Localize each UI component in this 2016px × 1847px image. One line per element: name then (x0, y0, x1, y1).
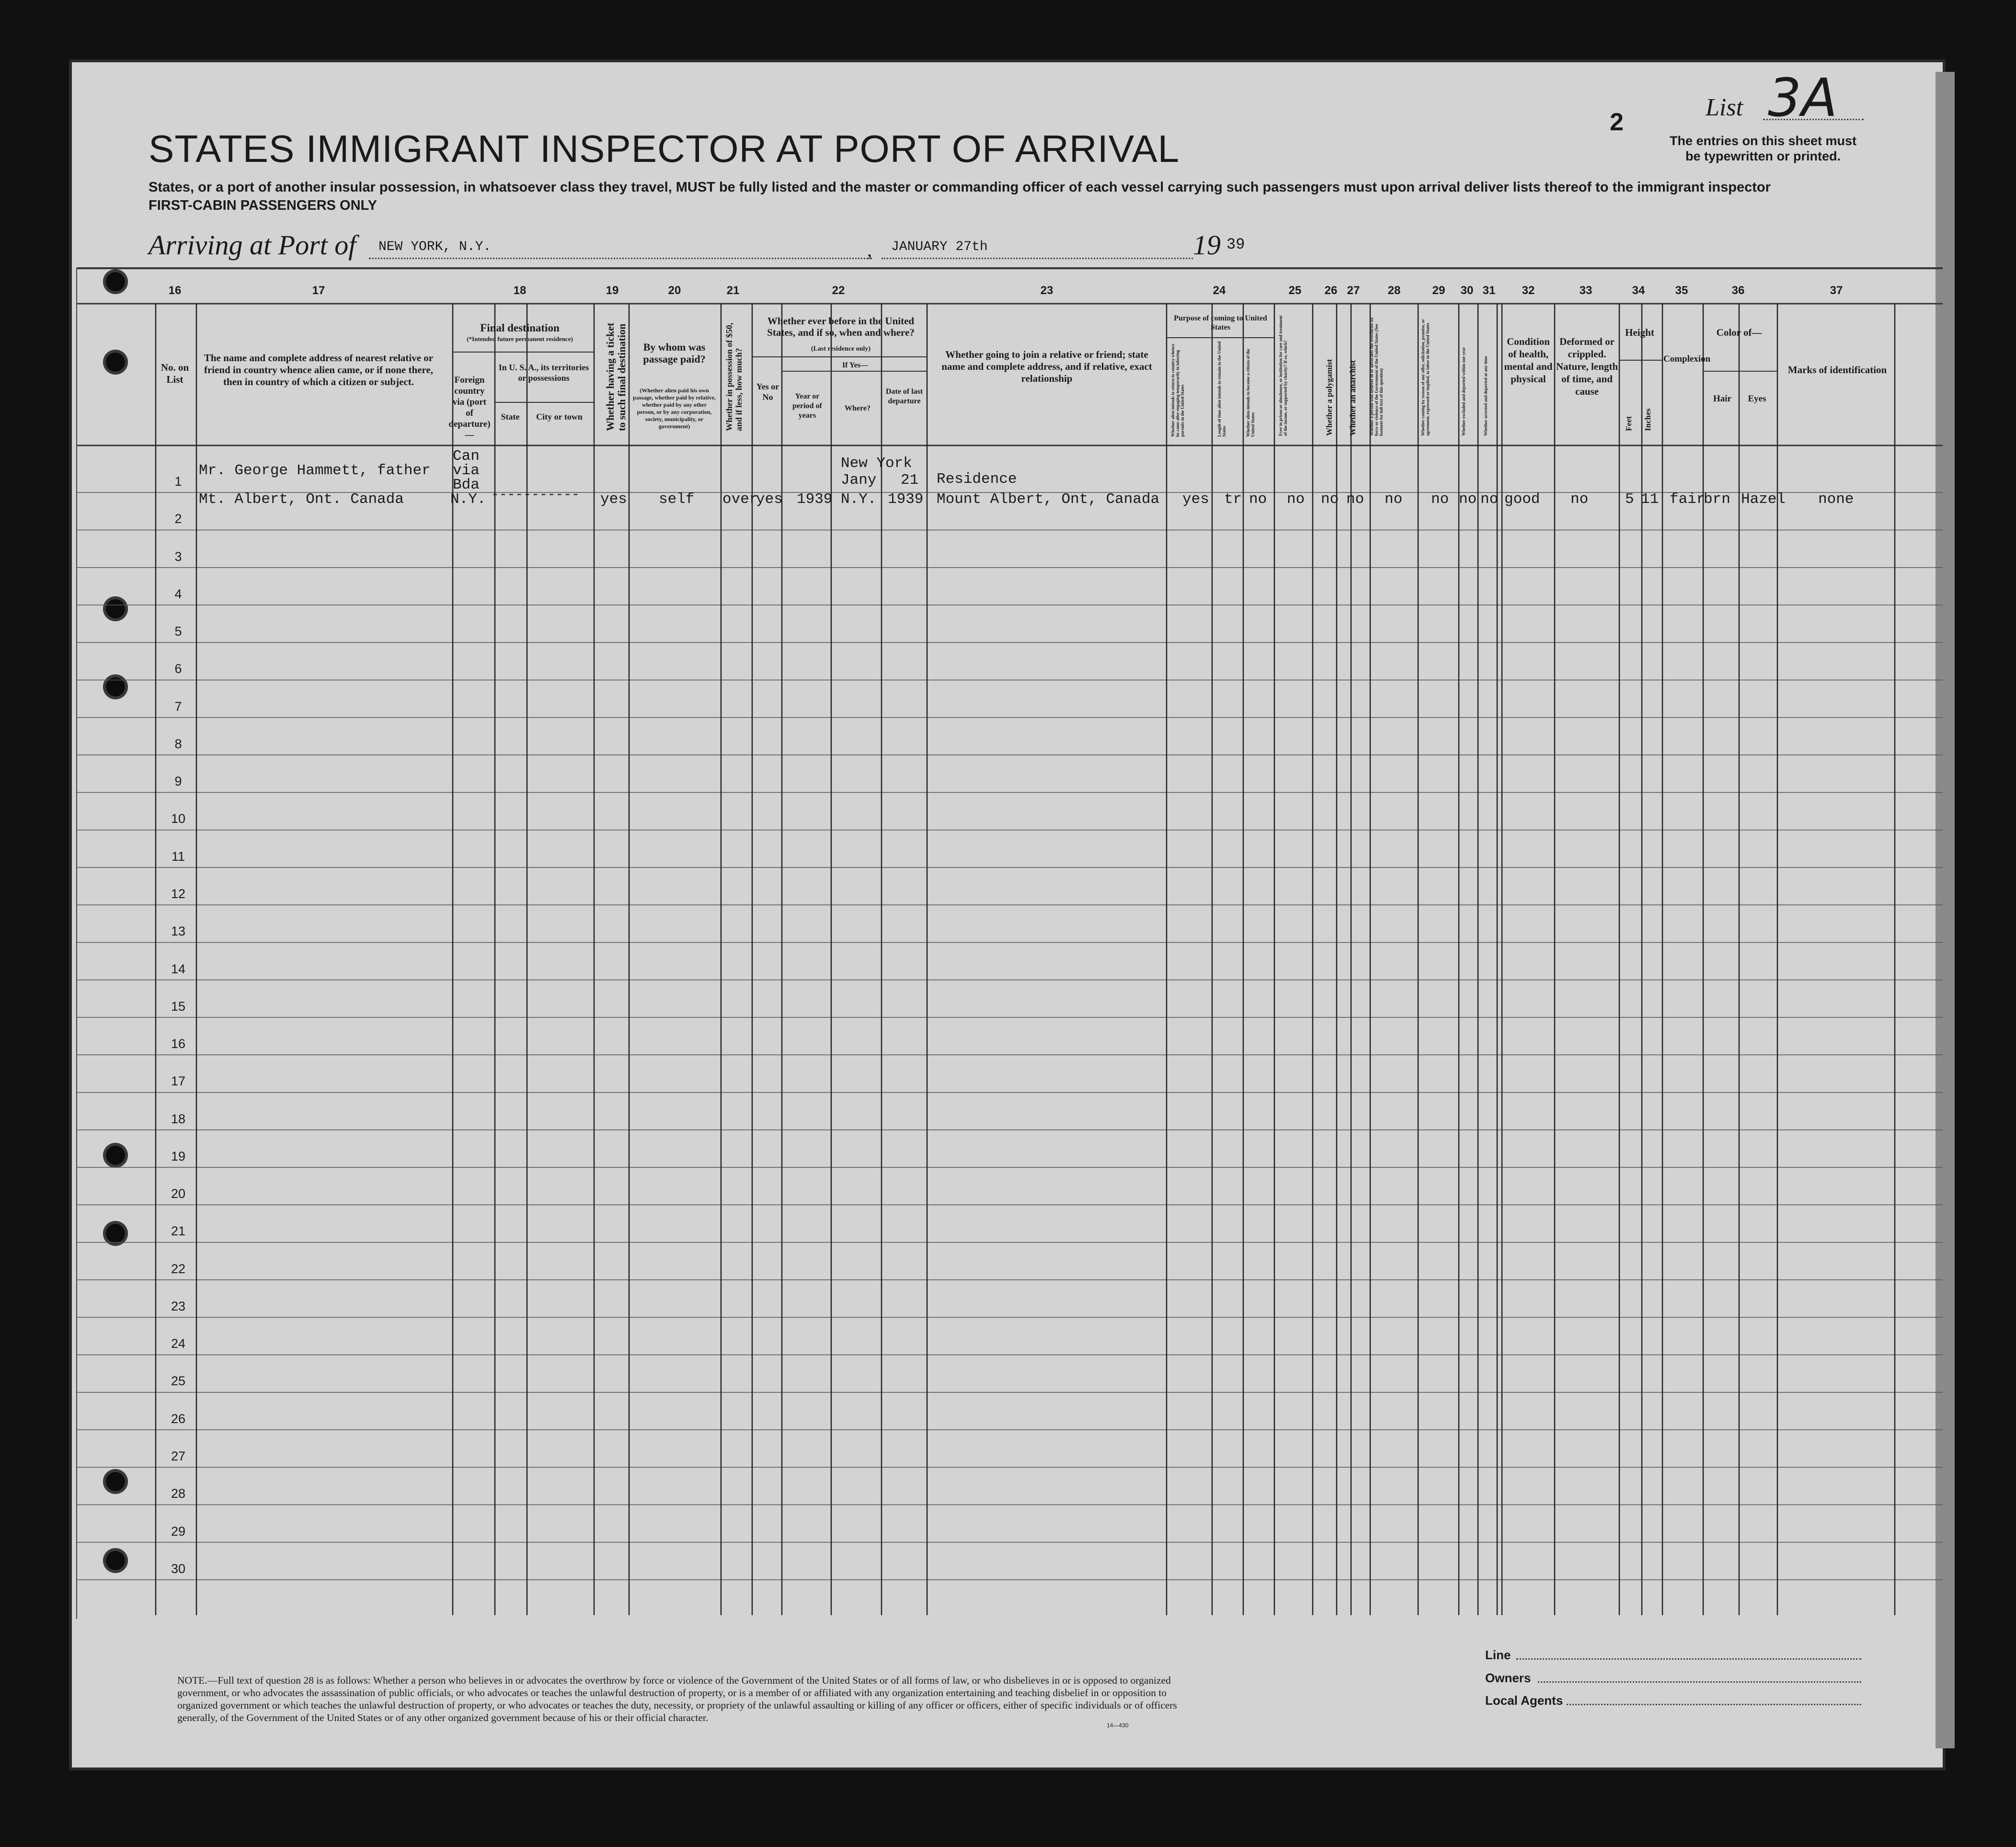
line-label: Line (1485, 1648, 1511, 1662)
foreign-country-4: N.Y. (450, 491, 486, 508)
before-year-value: 1939 (797, 491, 833, 508)
date-value: JANUARY 27th (891, 239, 988, 254)
row-number: 14 (171, 961, 186, 976)
hdr-eyes: Eyes (1748, 394, 1766, 404)
deformed-value: no (1570, 491, 1589, 508)
colnum-24: 24 (1213, 284, 1226, 297)
row-number: 6 (174, 661, 182, 676)
q31-value: no (1480, 491, 1499, 508)
purpose-b-value: tr (1224, 491, 1242, 508)
footnote-q28: NOTE.—Full text of question 28 is as follows: Whether a person who believes in or advocates the overthrow by force or violence of the Government of the United States or of all forms of law, or who disbelieves in or is opposed to organized government, or who advocates the assassination of public officials, or who advocates or teaches the unlawful destruction of property, or is a member of or affiliated with any organization entertaining and teaching disbelief in or opposition to organized government or which teaches the unlawful destruction of property, or who advocates or teaches the duty, necessity, or propriety of the unlawful assaulting or killing of any officer or officers, either of specific individuals or of officers generally, of the Government of the United States or of any other organized government because of his or their official character. (177, 1675, 1177, 1723)
hdr-ticket: Whether having a ticket to such final destination (604, 322, 628, 431)
hdr-q30: Whether excluded and deported within one year (1461, 347, 1466, 436)
owners-label: Owners (1485, 1671, 1531, 1685)
row-number: 5 (174, 624, 182, 639)
colnum-37: 37 (1830, 284, 1843, 297)
intro-text: States, or a port of another insular possession, in whatsoever class they travel, MUST be fully listed and the master or commanding officer of each vessel carrying such passengers must upon arrival deliver lists thereof to the immigrant inspector (149, 180, 1771, 195)
hdr-inches: Inches (1643, 408, 1652, 431)
row-number: 9 (174, 774, 182, 789)
colnum-17: 17 (312, 284, 325, 297)
hdr-where: Where? (845, 404, 871, 412)
foreign-country-2: via (453, 462, 480, 479)
passage-value: self (659, 491, 695, 508)
row-number: 30 (171, 1561, 186, 1576)
hdr-no-on-list: No. on List (160, 362, 189, 385)
inches-value: 11 (1641, 491, 1659, 508)
hdr-joining: Whether going to join a relative or friend; state name and complete address, and if relative, exact relationship (941, 349, 1152, 384)
hdr-year-period: Year or period of years (792, 392, 822, 420)
colnum-25: 25 (1288, 284, 1302, 297)
colnum-21: 21 (726, 284, 740, 297)
page-mark: 2 (1610, 108, 1624, 136)
hdr-final-destination-note: (*Intended future permanent residence) (467, 335, 573, 342)
owners-field (1538, 1681, 1861, 1683)
hdr-q28: Whether a person who believes in or advocates the overthrow by force or violence of the Government of the United States (See footnote for full text of this question) (1369, 317, 1384, 436)
port-value: NEW YORK, N.Y. (378, 239, 492, 254)
colnum-20: 20 (668, 284, 681, 297)
hdr-final-destination: Final destination (480, 322, 560, 334)
row-number: 18 (171, 1111, 186, 1126)
row-number: 16 (171, 1037, 186, 1051)
colnum-18: 18 (513, 284, 527, 297)
hdr-q31: Whether arrested and deported at any time (1483, 356, 1488, 436)
row-number: 3 (174, 549, 182, 564)
before-yes-value: yes (756, 491, 783, 508)
page-title: STATES IMMIGRANT INSPECTOR AT PORT OF ARRIVAL (149, 127, 1180, 170)
colnum-27: 27 (1347, 284, 1360, 297)
eyes-value: Hazel (1741, 491, 1786, 508)
colnum-30: 30 (1460, 284, 1474, 297)
hdr-purpose-c: Whether alien intends to become a citizen of the United States (1246, 349, 1255, 437)
hdr-passage-note: (Whether alien paid his own passage, whether paid by relative, whether paid by any other person, or by any corporation, society, municipality, or government) (633, 387, 716, 430)
hdr-yes-no: Yes or No (756, 382, 779, 402)
join-line-2: Mount Albert, Ont, Canada (937, 491, 1160, 508)
row-number: 10 (171, 811, 186, 826)
colnum-34: 34 (1632, 284, 1645, 297)
colnum-35: 35 (1675, 284, 1688, 297)
row-number: 12 (171, 886, 186, 901)
prison-value: no (1287, 491, 1305, 508)
hdr-date-departure: Date of last departure (885, 388, 923, 405)
hdr-polygamist: Whether a polygamist (1325, 359, 1334, 436)
relative-address: Mt. Albert, Ont. Canada (199, 491, 404, 508)
row-number: 7 (174, 699, 182, 714)
usa-dashes: ----------- (491, 488, 580, 502)
hdr-in-usa: In U. S. A., its territories or possessions (498, 363, 589, 383)
purpose-a-value: yes (1182, 491, 1209, 508)
year-suffix: 39 (1226, 236, 1245, 253)
row-number: 22 (171, 1261, 186, 1276)
colnum-19: 19 (606, 284, 619, 297)
arriving-label: Arriving at Port of (149, 229, 356, 261)
hdr-height: Height (1625, 327, 1654, 338)
row-number: 11 (171, 849, 185, 864)
row-number: 29 (171, 1524, 186, 1539)
hdr-passage-paid: By whom was passage paid? (643, 341, 706, 365)
relative-name: Mr. George Hammett, father (199, 462, 431, 479)
row-number: 19 (171, 1149, 186, 1163)
hdr-hair: Hair (1713, 394, 1731, 404)
colnum-22: 22 (832, 284, 845, 297)
colnum-32: 32 (1522, 284, 1535, 297)
where-2: Jany (841, 472, 877, 489)
row-number: 26 (171, 1411, 186, 1426)
row-number: 21 (171, 1224, 186, 1239)
hdr-money: Whether in possession of $50, and if less, how much? (724, 322, 744, 431)
row-number: 1 (174, 474, 182, 489)
q30-value: no (1459, 491, 1477, 508)
colnum-31: 31 (1482, 284, 1496, 297)
class-line: FIRST-CABIN PASSENGERS ONLY (149, 198, 377, 213)
hdr-prison: Ever in prison or almshouse, or institution for care and treatment of the insane, or supported by charity? If so, which? (1278, 315, 1288, 436)
hdr-before-in-us: Whether ever before in the United States, and if so, when and where? (767, 315, 915, 338)
list-label: List (1706, 94, 1743, 121)
hdr-state: State (501, 412, 520, 422)
where-3: N.Y. (841, 491, 877, 508)
hdr-q29: Whether coming by reason of any offer, solicitation, promise, or agreement, expressed or implied, to labor in the United States (1420, 319, 1430, 436)
row-number: 20 (171, 1186, 186, 1201)
colnum-16: 16 (168, 284, 182, 297)
row-number: 15 (171, 999, 186, 1014)
hair-value: brn (1704, 491, 1730, 508)
hdr-city: City or town (536, 412, 583, 422)
join-line-1: Residence (937, 471, 1017, 488)
form-code: 14—430 (1107, 1722, 1129, 1729)
row-number: 25 (171, 1374, 186, 1389)
hdr-purpose-b: Length of time alien intends to remain in the United States (1217, 341, 1226, 437)
row-number: 13 (171, 924, 186, 939)
date-1: 21 (901, 472, 919, 489)
hdr-complexion: Complexion (1663, 354, 1711, 364)
where-1: New York (841, 455, 912, 472)
row-number: 2 (174, 512, 182, 526)
date-2: 1939 (888, 491, 924, 508)
row-number: 27 (171, 1449, 186, 1463)
colnum-26: 26 (1324, 284, 1338, 297)
agents-field (1567, 1704, 1861, 1705)
colnum-36: 36 (1731, 284, 1745, 297)
money-value: over (722, 491, 758, 508)
hdr-if-yes: If Yes— (842, 361, 869, 369)
line-field (1516, 1658, 1861, 1660)
colnum-33: 33 (1579, 284, 1592, 297)
row-number: 17 (171, 1074, 186, 1089)
hdr-before-note: (Last residence only) (811, 345, 871, 353)
colnum-29: 29 (1432, 284, 1445, 297)
typewritten-note: The entries on this sheet must be typewritten or printed. (1669, 134, 1857, 163)
row-number: 24 (171, 1336, 186, 1351)
polygamist-value: no (1321, 491, 1339, 508)
foreign-country-1: Can (453, 448, 480, 465)
colnum-28: 28 (1387, 284, 1401, 297)
hdr-anarchist: Whether an anarchist (1348, 360, 1357, 436)
marks-value: none (1818, 491, 1854, 508)
q28-value: no (1385, 491, 1403, 508)
hdr-marks: Marks of identification (1787, 364, 1887, 376)
hdr-color-of: Color of— (1716, 327, 1762, 338)
hdr-nearest-relative: The name and complete address of nearest relative or friend in country whence alien came, or if none there, then in country of which a citizen or subject. (204, 352, 434, 388)
complexion-value: fair (1670, 491, 1706, 508)
year-prefix: 19 (1193, 229, 1221, 261)
foreign-country-3: Bda (453, 477, 480, 493)
health-value: good (1504, 491, 1540, 508)
agents-label: Local Agents (1485, 1693, 1563, 1708)
purpose-c-value: no (1249, 491, 1267, 508)
hdr-purpose: Purpose of coming to United States (1174, 314, 1267, 331)
row-number: 28 (171, 1486, 186, 1501)
row-number: 4 (174, 586, 182, 601)
anarchist-value: no (1346, 491, 1364, 508)
row-number: 23 (171, 1299, 186, 1313)
hdr-foreign-country: Foreign country via (port of departure)— (448, 375, 491, 440)
hdr-health: Condition of health, mental and physical (1504, 336, 1553, 385)
hdr-deformed: Deformed or crippled. Nature, length of time, and cause (1556, 336, 1618, 397)
feet-value: 5 (1625, 491, 1634, 508)
ticket-value: yes (600, 491, 627, 508)
q29-value: no (1431, 491, 1449, 508)
hdr-feet: Feet (1624, 416, 1633, 431)
colnum-23: 23 (1040, 284, 1054, 297)
hdr-purpose-a: Whether alien intends to return to country whence he came after engaging temporarily in laboring pursuits in the United States (1170, 343, 1185, 437)
row-number: 8 (174, 736, 182, 751)
list-number: 3A (1768, 67, 1838, 128)
